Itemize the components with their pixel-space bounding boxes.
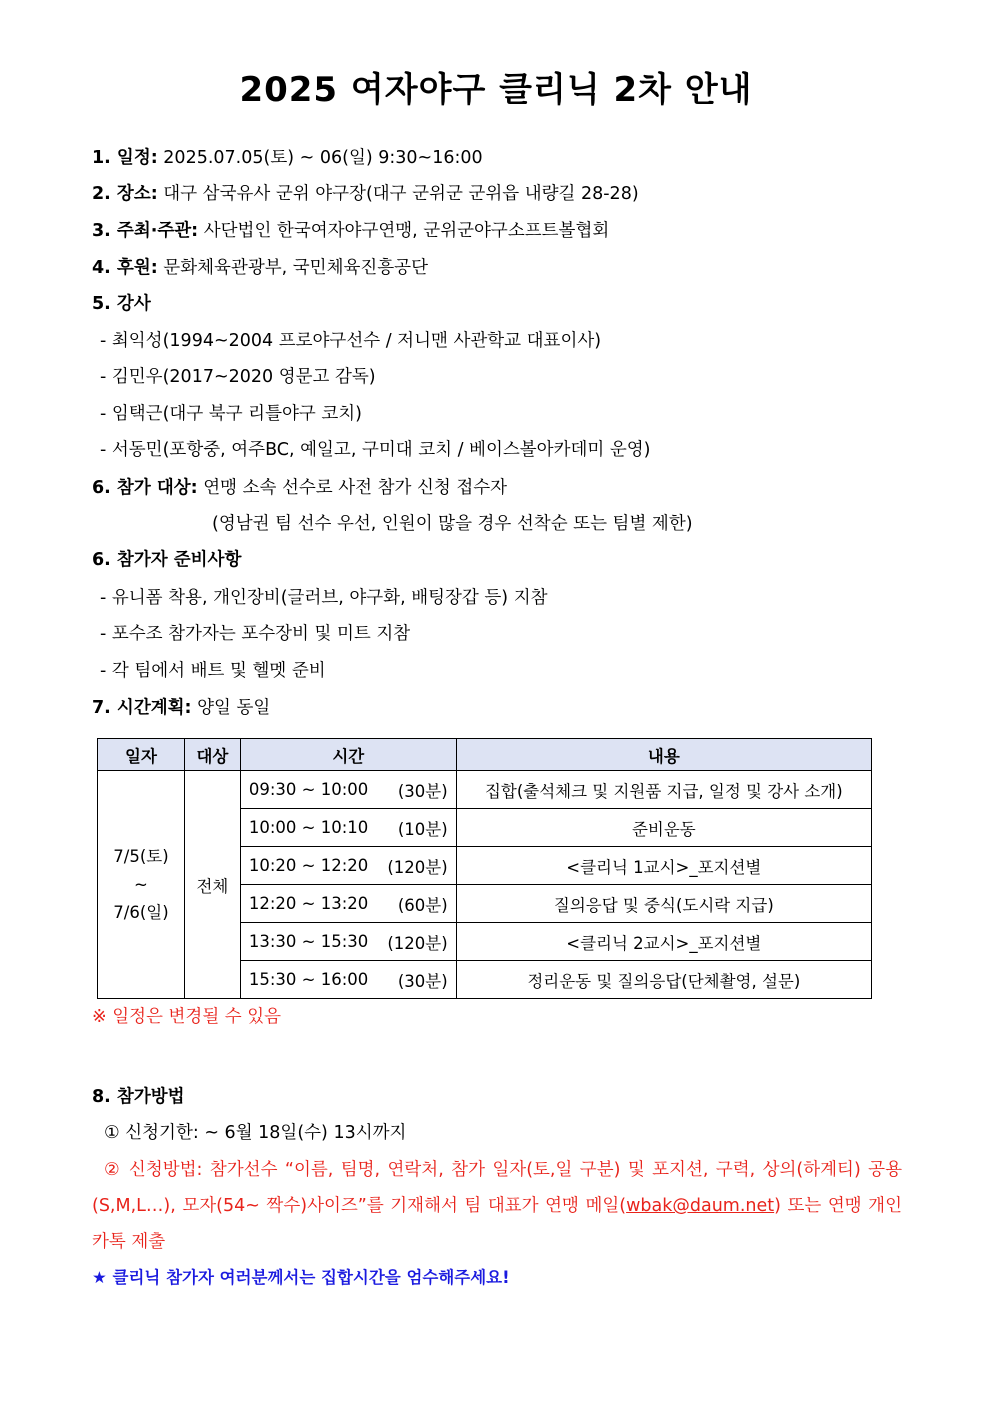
sponsor-line [92,256,428,280]
time-cell: 10:00 ~ 10:10 (10분) [240,809,456,847]
instructor-item: - 서동민(포항중, 여주BC, 예일고, 구미대 코치 / 베이스볼아카데미 운영) [100,440,651,460]
prep-item: - 포수조 참가자는 포수장비 및 미트 지참 [100,624,411,644]
table-row [98,771,872,809]
content-cell: 준비운동 [456,809,871,847]
header-target: 대상 [184,739,240,771]
venue-value: 대구 삼국유사 군위 야구장(대구 군위군 군위읍 내량길 28-28) [157,184,639,204]
venue-label: 2. 장소: [92,184,158,204]
venue-line [92,182,639,206]
instructor-item: - 임택근(대구 북구 리틀야구 코치) [100,404,362,424]
time-cell: 10:20 ~ 12:20 (120분) [240,847,456,885]
schedule-label: 1. 일정: [92,148,158,168]
apply-method: ② 신청방법: 참가선수 “이름, 팀명, 연락처, 참가 일자(토,일 구분) 및 포지션, 구력, 상의(하계티) 공용(S,M,L…), 모자(54~ 짝수)사이즈”를 기재해서 팀 대표가 연맹 메일(wbak@daum.net) 또는 연맹 개인 카톡 제출 [92,1160,902,1252]
prep-item: - 각 팀에서 배트 및 헬멧 준비 [100,661,326,681]
instructor-item: - 최익성(1994~2004 프로야구선수 / 저니맨 사관학교 대표이사) [100,331,602,351]
header-date: 일자 [98,739,185,771]
apply-deadline: ① 신청기한: ~ 6월 18일(수) 13시까지 [104,1123,407,1143]
time-cell: 15:30 ~ 16:00 (30분) [240,961,456,999]
email-link[interactable]: wbak@daum.net [626,1196,775,1216]
schedule-change-note: ※ 일정은 변경될 수 있음 [92,1007,282,1027]
header-content: 내용 [456,739,871,771]
target-value: 연맹 소속 선수로 사전 참가 신청 접수자 [197,478,508,498]
date-cell: 7/5(토) ~ 7/6(일) [98,771,185,999]
content-cell: <클리닉 1교시>_포지션별 [456,847,871,885]
table-header-row [98,739,872,771]
time-cell: 09:30 ~ 10:00 (30분) [240,771,456,809]
instructors-heading: 5. 강사 [92,294,151,314]
target-note: (영남권 팀 선수 우선, 인원이 많을 경우 선착순 또는 팀별 제한) [212,514,693,534]
target-line [92,476,507,500]
target-label: 6. 참가 대상: [92,478,198,498]
host-line [92,219,609,243]
instructor-item: - 김민우(2017~2020 영문고 감독) [100,367,376,387]
header-time: 시간 [240,739,456,771]
apply-heading: 8. 참가방법 [92,1087,185,1107]
target-cell: 전체 [184,771,240,999]
timeplan-value: 양일 동일 [191,698,271,718]
timeplan-label: 7. 시간계획: [92,698,192,718]
schedule-value: 2025.07.05(토) ~ 06(일) 9:30~16:00 [157,148,483,168]
timeplan-line [92,696,270,720]
time-cell: 13:30 ~ 15:30 (120분) [240,923,456,961]
time-cell: 12:20 ~ 13:20 (60분) [240,885,456,923]
host-label: 3. 주최·주관: [92,221,199,241]
sponsor-label: 4. 후원: [92,258,158,278]
prep-heading: 6. 참가자 준비사항 [92,550,242,570]
content-cell: 집합(출석체크 및 지원품 지급, 일정 및 강사 소개) [456,771,871,809]
content-cell: 질의응답 및 중식(도시락 지급) [456,885,871,923]
page-title: 2025 여자야구 클리닉 2차 안내 [239,70,753,110]
schedule-line [92,146,483,170]
prep-item: - 유니폼 착용, 개인장비(글러브, 야구화, 배팅장갑 등) 지참 [100,588,548,608]
schedule-table [97,738,872,999]
sponsor-value: 문화체육관광부, 국민체육진흥공단 [157,258,428,278]
content-cell: <클리닉 2교시>_포지션별 [456,923,871,961]
notice-line: ★ 클리닉 참가자 여러분께서는 집합시간을 엄수해주세요! [92,1268,510,1287]
content-cell: 정리운동 및 질의응답(단체촬영, 설문) [456,961,871,999]
host-value: 사단법인 한국여자야구연맹, 군위군야구소프트볼협회 [198,221,610,241]
